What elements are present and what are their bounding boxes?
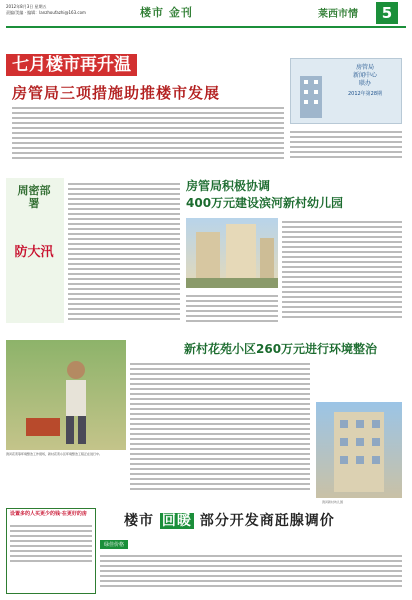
right-column-text [290,128,402,168]
bottom-headline-part1: 楼市 [124,513,154,529]
article2-body-left [186,292,278,328]
article2-title [186,178,406,212]
building-caption: 滨河新村幼儿园 [322,500,344,504]
bottom-body [100,552,402,596]
news-center-title-line3: 联办 [358,80,371,87]
article3-title: 新村花苑小区260万元进行环境整治 [184,342,378,356]
header-editor: 责编/美编 · 编辑：lanzhoufazhi@163.com [6,10,86,15]
article2-title-line1: 房管局积极协调 [186,179,271,193]
news-center-title-line1: 房管局 [355,64,374,71]
mower-photo [6,340,126,450]
bottom-headline [124,510,335,530]
lead-banner [6,54,288,76]
bottom-headline-part3: 部分开发商瓩腺调价 [199,513,335,529]
bottom-headline-highlight: 回暖 [161,513,192,529]
price-tag: 绿佳价格 [100,540,128,549]
article2-body-right [282,218,402,328]
profile-subtitle: 防大汛 [14,245,54,260]
header-date: 2012年8月3日 星期五 [6,4,47,9]
building-photo-2-icon [316,402,402,498]
article3-body [130,360,310,500]
section-name: 莱西市情 [318,9,358,20]
masthead: 楼市 金刊 [140,6,193,19]
lead-body [12,104,284,166]
news-center-issue: 2012年第28期 [347,91,383,97]
kindergarten-photo [186,218,278,288]
lead-subhead: 房管局三项措施助推楼市发展 [12,84,221,102]
page-number: 5 [376,2,398,24]
header-rule [6,26,406,28]
ad-body [10,522,92,588]
ad-title: 设置多的人买更少的钱·在更好的房 [10,511,87,517]
building-icon [296,70,326,118]
lead-banner-title: 七月楼市再升温 [6,54,137,76]
profile-body [68,180,180,330]
building-photo-icon [186,218,278,288]
kindergarten-photo-2 [316,402,402,498]
news-center-title-line2: 新闻中心 [352,72,377,79]
mower-caption: 滨河花苑等环境整治工作现场，新村花苑小区环境整治工程正在进行中。 [6,452,103,456]
article2-title-line2: 400万元建设滨河新村幼儿园 [186,196,344,210]
profile-title: 周密部署 [17,184,51,210]
worker-photo-icon [6,340,126,450]
news-center-title [330,64,400,88]
